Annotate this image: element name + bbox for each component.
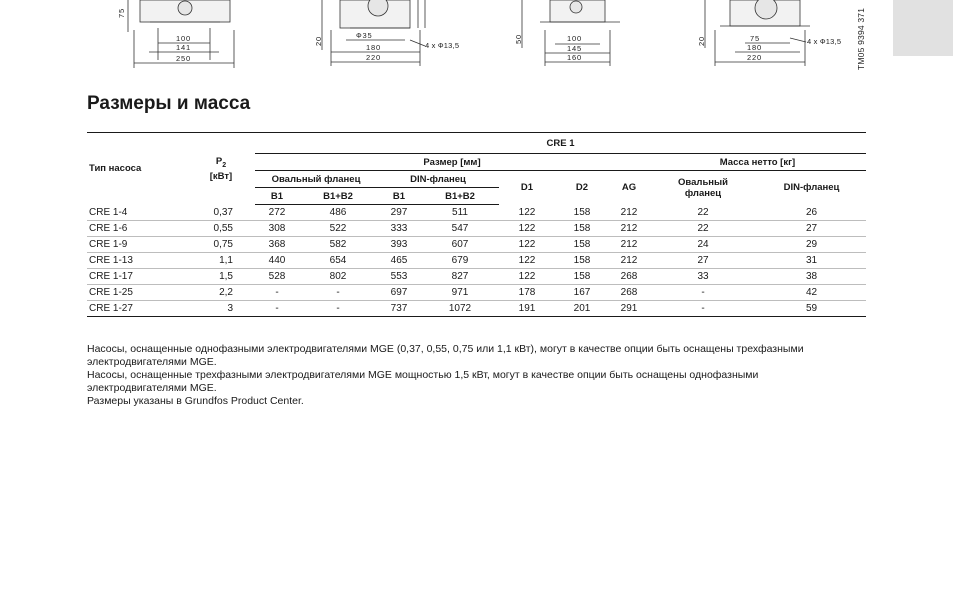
header-pump-type: Тип насоса [87, 133, 187, 205]
cell-oval-b1b2: 802 [299, 269, 377, 285]
cell-ag: 212 [609, 253, 649, 269]
cell-d2: 158 [555, 269, 609, 285]
section-title: Размеры и масса [87, 93, 251, 114]
header-din-b1b2: B1+B2 [421, 188, 499, 205]
dim-d2-w2: 220 [366, 53, 381, 62]
cell-d1: 178 [499, 285, 555, 301]
dim-d4-w2: 180 [747, 43, 762, 52]
table-row [87, 285, 866, 301]
footnote-1: Насосы, оснащенные однофазными электродвигателями MGE (0,37, 0,55, 0,75 или 1,1 кВт), могут в качестве опции быть оснащены трехфазными электродвигателями MGE. [87, 343, 804, 368]
dim-d4-holes: 4 x Ф13,5 [807, 37, 842, 46]
cell-ag: 212 [609, 221, 649, 237]
dim-d2-w1: 180 [366, 43, 381, 52]
header-d1: D1 [520, 182, 534, 194]
cell-d2: 167 [555, 285, 609, 301]
table-row [87, 205, 866, 221]
header-ag: AG [621, 182, 637, 194]
cell-ag: 212 [609, 205, 649, 221]
table-row [87, 221, 866, 237]
cell-d1: 122 [499, 269, 555, 285]
header-mass-oval: Овальный фланец [678, 176, 728, 199]
cell-oval-b1: 440 [255, 253, 299, 269]
cell-din-b1b2: 827 [421, 269, 499, 285]
cell-oval-b1b2: 582 [299, 237, 377, 253]
technical-drawings [0, 0, 953, 72]
cell-ag: 212 [609, 237, 649, 253]
cell-d1: 122 [499, 221, 555, 237]
cell-d2: 158 [555, 205, 609, 221]
header-group: CRE 1 [255, 133, 866, 154]
dim-d4-w3: 220 [747, 53, 762, 62]
cell-ag: 268 [609, 269, 649, 285]
dim-d4-h: 20 [697, 36, 706, 46]
cell-din-b1b2: 511 [421, 205, 499, 221]
cell-pump-type: CRE 1-25 [87, 285, 187, 301]
table-row [87, 269, 866, 285]
header-power-unit: [кВт] [209, 170, 233, 182]
cell-din-b1: 393 [377, 237, 421, 253]
cell-pump-type: CRE 1-4 [87, 205, 187, 221]
cell-d1: 191 [499, 301, 555, 317]
cell-power: 1,1 [187, 253, 255, 269]
footnote-2: Насосы, оснащенные трехфазными электродвигателями MGE мощностью 1,5 кВт, могут в качестве опции быть оснащены однофазными электродвигателями MGE. [87, 369, 759, 394]
cell-pump-type: CRE 1-17 [87, 269, 187, 285]
dim-d3-h: 50 [514, 34, 523, 44]
cell-ag: 268 [609, 285, 649, 301]
footnote-3: Размеры указаны в Grundfos Product Center. [87, 395, 304, 407]
header-size: Размер [мм] [255, 154, 649, 171]
cell-power: 0,55 [187, 221, 255, 237]
cell-oval-b1b2: - [299, 301, 377, 317]
cell-pump-type: CRE 1-9 [87, 237, 187, 253]
dim-d2-phi: Ф35 [356, 31, 373, 40]
dim-d2-holes: 4 x Ф13,5 [425, 41, 460, 50]
footnotes [87, 343, 857, 408]
cell-pump-type: CRE 1-13 [87, 253, 187, 269]
header-mass: Масса нетто [кг] [649, 154, 866, 171]
cell-power: 3 [187, 301, 255, 317]
cell-oval-b1: 308 [255, 221, 299, 237]
dim-d1-h: 75 [117, 8, 126, 18]
cell-power: 2,2 [187, 285, 255, 301]
cell-din-b1b2: 607 [421, 237, 499, 253]
dim-d1-w2: 141 [176, 43, 191, 52]
cell-mass-oval: - [649, 285, 757, 301]
cell-mass-oval: - [649, 301, 757, 317]
cell-din-b1: 737 [377, 301, 421, 317]
cell-mass-oval: 33 [649, 269, 757, 285]
cell-oval-b1: - [255, 285, 299, 301]
cell-din-b1: 465 [377, 253, 421, 269]
cell-mass-din: 29 [757, 237, 866, 253]
cell-power: 0,75 [187, 237, 255, 253]
cell-oval-b1b2: - [299, 285, 377, 301]
cell-oval-b1b2: 654 [299, 253, 377, 269]
cell-din-b1: 333 [377, 221, 421, 237]
header-d2: D2 [575, 182, 589, 194]
cell-oval-b1: - [255, 301, 299, 317]
side-tab [893, 0, 953, 56]
header-power [187, 133, 255, 205]
cell-mass-din: 42 [757, 285, 866, 301]
dim-d3-w1: 100 [567, 34, 582, 43]
cell-d1: 122 [499, 253, 555, 269]
cell-din-b1b2: 1072 [421, 301, 499, 317]
cell-oval-b1: 272 [255, 205, 299, 221]
dimension-drawings-svg [0, 0, 953, 72]
cell-din-b1: 697 [377, 285, 421, 301]
cell-mass-oval: 22 [649, 221, 757, 237]
header-din-flange: DIN-фланец [377, 171, 499, 188]
cell-d1: 122 [499, 205, 555, 221]
cell-oval-b1: 368 [255, 237, 299, 253]
cell-mass-oval: 22 [649, 205, 757, 221]
header-mass-din: DIN-фланец [783, 182, 840, 194]
cell-pump-type: CRE 1-27 [87, 301, 187, 317]
cell-oval-b1b2: 486 [299, 205, 377, 221]
drawing-code: TM05 9394 371 [856, 7, 866, 70]
cell-d1: 122 [499, 237, 555, 253]
cell-din-b1: 297 [377, 205, 421, 221]
cell-din-b1b2: 971 [421, 285, 499, 301]
header-oval-b1b2: B1+B2 [299, 188, 377, 205]
cell-d2: 201 [555, 301, 609, 317]
cell-oval-b1b2: 522 [299, 221, 377, 237]
dim-d2-h: 20 [314, 36, 323, 46]
header-oval-b1: B1 [255, 188, 299, 205]
cell-d2: 158 [555, 237, 609, 253]
cell-oval-b1: 528 [255, 269, 299, 285]
cell-mass-din: 38 [757, 269, 866, 285]
cell-din-b1b2: 679 [421, 253, 499, 269]
cell-mass-din: 31 [757, 253, 866, 269]
dim-d4-w1: 75 [750, 34, 760, 43]
cell-power: 1,5 [187, 269, 255, 285]
dimensions-table [87, 132, 866, 317]
cell-d2: 158 [555, 221, 609, 237]
dim-d1-w3: 250 [176, 54, 191, 63]
cell-mass-din: 59 [757, 301, 866, 317]
cell-mass-din: 26 [757, 205, 866, 221]
dim-d3-w2: 145 [567, 44, 582, 53]
cell-din-b1b2: 547 [421, 221, 499, 237]
cell-ag: 291 [609, 301, 649, 317]
cell-mass-oval: 27 [649, 253, 757, 269]
cell-power: 0,37 [187, 205, 255, 221]
table-row [87, 237, 866, 253]
header-power-label: P [215, 155, 223, 167]
dim-d1-w1: 100 [176, 34, 191, 43]
header-oval-flange: Овальный фланец [255, 171, 377, 188]
header-din-b1: B1 [377, 188, 421, 205]
table-row [87, 301, 866, 317]
header-power-sub: 2 [222, 161, 227, 169]
dim-d3-w3: 160 [567, 53, 582, 62]
cell-mass-oval: 24 [649, 237, 757, 253]
cell-pump-type: CRE 1-6 [87, 221, 187, 237]
cell-d2: 158 [555, 253, 609, 269]
table-body [87, 205, 866, 317]
cell-din-b1: 553 [377, 269, 421, 285]
table-row [87, 253, 866, 269]
cell-mass-din: 27 [757, 221, 866, 237]
